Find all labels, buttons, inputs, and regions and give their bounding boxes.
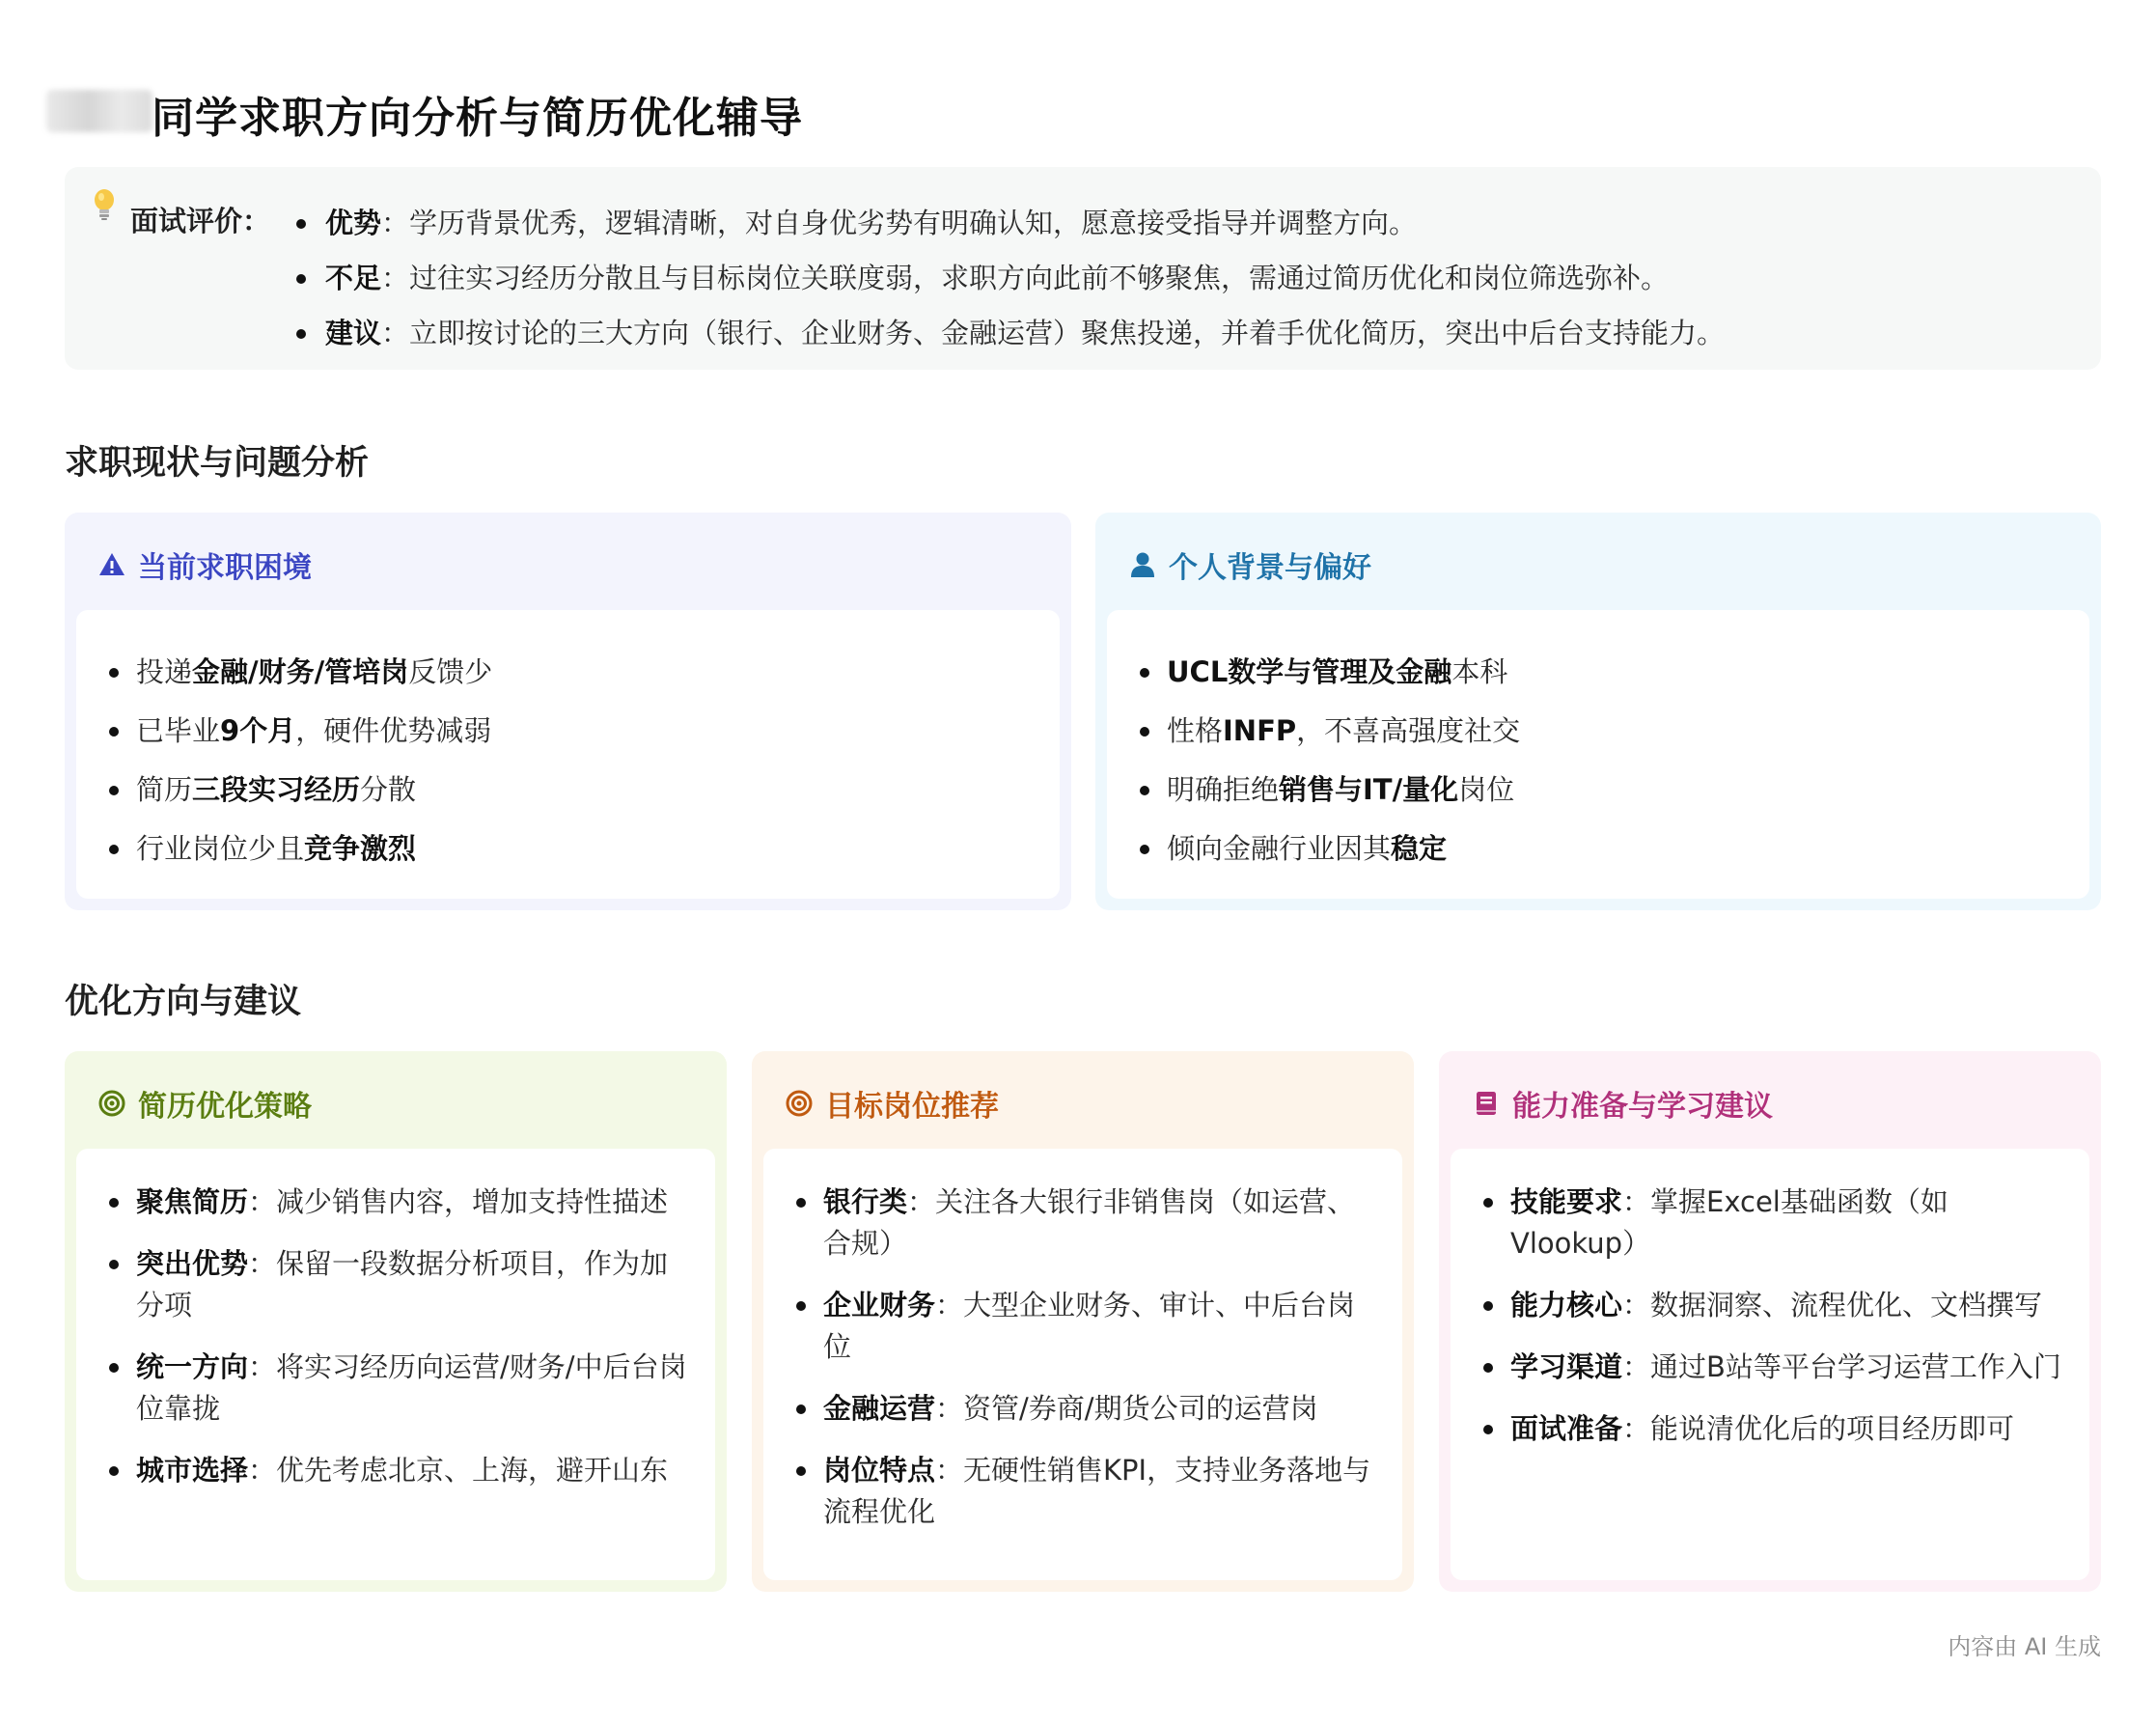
card-resume-strategy: [65, 1051, 727, 1592]
item-term: 岗位特点: [823, 1454, 936, 1487]
item-sep: ：: [1622, 1412, 1651, 1445]
item-sep: ：: [935, 1454, 964, 1487]
list-item: [794, 1182, 1379, 1265]
emphasis: UCL数学与管理及金融: [1167, 655, 1452, 688]
item-text: 减少销售内容，增加支持性描述: [276, 1185, 669, 1218]
card-header: [1472, 1082, 1773, 1125]
card-list: [1481, 1182, 2066, 1470]
emphasis: INFP: [1223, 714, 1297, 747]
card-header: [1128, 543, 1371, 586]
list-item: [107, 1182, 692, 1223]
person-icon: [1128, 550, 1157, 579]
item-text: 大型企业财务、审计、中后台岗位: [823, 1289, 1356, 1363]
item-text: 资管/券商/期货公司的运营岗: [963, 1392, 1318, 1425]
item-sep: ：: [248, 1185, 277, 1218]
ai-generated-note: 内容由 AI 生成: [1948, 1633, 2101, 1660]
card-body: [1451, 1149, 2089, 1580]
page-title: 同学求职方向分析与简历优化辅导: [152, 94, 803, 143]
item-term: 优势: [325, 207, 382, 239]
text: 明确拒绝: [1167, 773, 1280, 806]
target-icon: [785, 1089, 814, 1118]
evaluation-label: 面试评价：: [130, 205, 271, 237]
item-term: 突出优势: [136, 1247, 249, 1280]
item-term: 不足: [325, 262, 382, 294]
item-term: 学习渠道: [1510, 1350, 1623, 1383]
card-header: [97, 543, 312, 586]
emphasis: 金融/财务/管培岗: [192, 655, 409, 688]
card-list: [794, 1182, 1379, 1553]
text: 反馈少: [408, 655, 493, 688]
emphasis: 9个月: [220, 714, 296, 747]
redacted-name-block: [46, 90, 152, 132]
list-item: [107, 761, 1037, 820]
item-term: 聚焦简历: [136, 1185, 249, 1218]
evaluation-box: [65, 167, 2101, 370]
card-personal-background: [1095, 513, 2101, 910]
item-term: 技能要求: [1510, 1185, 1623, 1218]
list-item: [794, 1285, 1379, 1368]
evaluation-item: [296, 196, 1725, 251]
item-sep: ：: [1622, 1289, 1651, 1321]
text: 性格: [1167, 714, 1224, 747]
item-sep: ：: [935, 1392, 964, 1425]
lightbulb-icon: [92, 188, 117, 221]
item-sep: ：: [248, 1454, 277, 1487]
item-text: 掌握Excel基础函数（如Vlookup）: [1510, 1185, 1949, 1260]
list-item: [1481, 1408, 2066, 1450]
item-sep: ：: [381, 317, 410, 349]
card-header: [785, 1082, 999, 1125]
item-sep: ：: [248, 1350, 277, 1383]
item-text: 过往实习经历分散且与目标岗位关联度弱，求职方向此前不够聚焦，需通过简历优化和岗位筛选弥补。: [409, 262, 1670, 294]
list-item: [794, 1450, 1379, 1533]
text: 投递: [136, 655, 193, 688]
text: 本科: [1451, 655, 1508, 688]
list-item: [1138, 643, 2066, 702]
card-list: [1138, 643, 2066, 878]
card-target-positions: [752, 1051, 1414, 1592]
list-item: [1138, 820, 2066, 878]
list-item: [107, 643, 1037, 702]
item-term: 能力核心: [1510, 1289, 1623, 1321]
item-text: 能说清优化后的项目经历即可: [1650, 1412, 2015, 1445]
book-icon: [1472, 1089, 1501, 1118]
list-item: [1138, 761, 2066, 820]
card-current-difficulties: [65, 513, 1071, 910]
text: 岗位: [1458, 773, 1515, 806]
item-sep: ：: [935, 1289, 964, 1321]
evaluation-list: [296, 196, 1725, 361]
list-item: [1481, 1347, 2066, 1388]
card-title: 简历优化策略: [138, 1090, 312, 1124]
list-item: [107, 1347, 692, 1430]
list-item: [107, 820, 1037, 878]
list-item: [794, 1388, 1379, 1430]
evaluation-item: [296, 251, 1725, 306]
text: 已毕业: [136, 714, 221, 747]
card-body: [763, 1149, 1402, 1580]
warning-icon: [97, 550, 126, 579]
list-item: [107, 702, 1037, 761]
list-item: [1481, 1182, 2066, 1265]
list-item: [107, 1243, 692, 1326]
item-text: 立即按讨论的三大方向（银行、企业财务、金融运营）聚焦投递，并着手优化简历，突出中后台支持能力。: [409, 317, 1726, 349]
item-sep: ：: [907, 1185, 936, 1218]
item-sep: ：: [1622, 1350, 1651, 1383]
item-text: 数据洞察、流程优化、文档撰写: [1650, 1289, 2043, 1321]
card-title: 当前求职困境: [138, 551, 312, 585]
item-term: 企业财务: [823, 1289, 936, 1321]
text: 行业岗位少且: [136, 832, 305, 865]
item-text: 通过B站等平台学习运营工作入门: [1650, 1350, 2061, 1383]
text: ，不喜高强度社交: [1296, 714, 1521, 747]
item-text: 将实习经历向运营/财务/中后台岗位靠拢: [136, 1350, 687, 1425]
item-term: 银行类: [823, 1185, 908, 1218]
item-term: 建议: [325, 317, 382, 349]
item-term: 金融运营: [823, 1392, 936, 1425]
emphasis: 销售与IT/量化: [1279, 773, 1459, 806]
card-title: 个人背景与偏好: [1169, 551, 1371, 585]
card-skills-learning: [1439, 1051, 2101, 1592]
card-header: [97, 1082, 312, 1125]
list-item: [1481, 1285, 2066, 1326]
section-title: 求职现状与问题分析: [65, 444, 370, 483]
emphasis: 三段实习经历: [192, 773, 361, 806]
card-list: [107, 643, 1037, 878]
target-icon: [97, 1089, 126, 1118]
text: 分散: [360, 773, 417, 806]
item-sep: ：: [381, 262, 410, 294]
item-text: 关注各大银行非销售岗（如运营、合规）: [823, 1185, 1356, 1260]
text: ，硬件优势减弱: [295, 714, 492, 747]
item-sep: ：: [1622, 1185, 1651, 1218]
item-text: 无硬性销售KPI，支持业务落地与流程优化: [823, 1454, 1371, 1528]
card-title: 目标岗位推荐: [825, 1090, 999, 1124]
section-title: 优化方向与建议: [65, 983, 302, 1021]
card-body: [1107, 610, 2089, 899]
list-item: [107, 1450, 692, 1491]
item-term: 面试准备: [1510, 1412, 1623, 1445]
item-sep: ：: [248, 1247, 277, 1280]
item-term: 统一方向: [136, 1350, 249, 1383]
evaluation-item: [296, 306, 1725, 361]
emphasis: 稳定: [1391, 832, 1448, 865]
card-title: 能力准备与学习建议: [1512, 1090, 1773, 1124]
card-body: [76, 1149, 715, 1580]
item-text: 优先考虑北京、上海，避开山东: [276, 1454, 669, 1487]
card-list: [107, 1182, 692, 1512]
item-text: 学历背景优秀，逻辑清晰，对自身优劣势有明确认知，愿意接受指导并调整方向。: [409, 207, 1418, 239]
item-text: 保留一段数据分析项目，作为加分项: [136, 1247, 669, 1321]
text: 倾向金融行业因其: [1167, 832, 1392, 865]
list-item: [1138, 702, 2066, 761]
emphasis: 竞争激烈: [304, 832, 417, 865]
item-term: 城市选择: [136, 1454, 249, 1487]
text: 简历: [136, 773, 193, 806]
card-body: [76, 610, 1060, 899]
item-sep: ：: [381, 207, 410, 239]
